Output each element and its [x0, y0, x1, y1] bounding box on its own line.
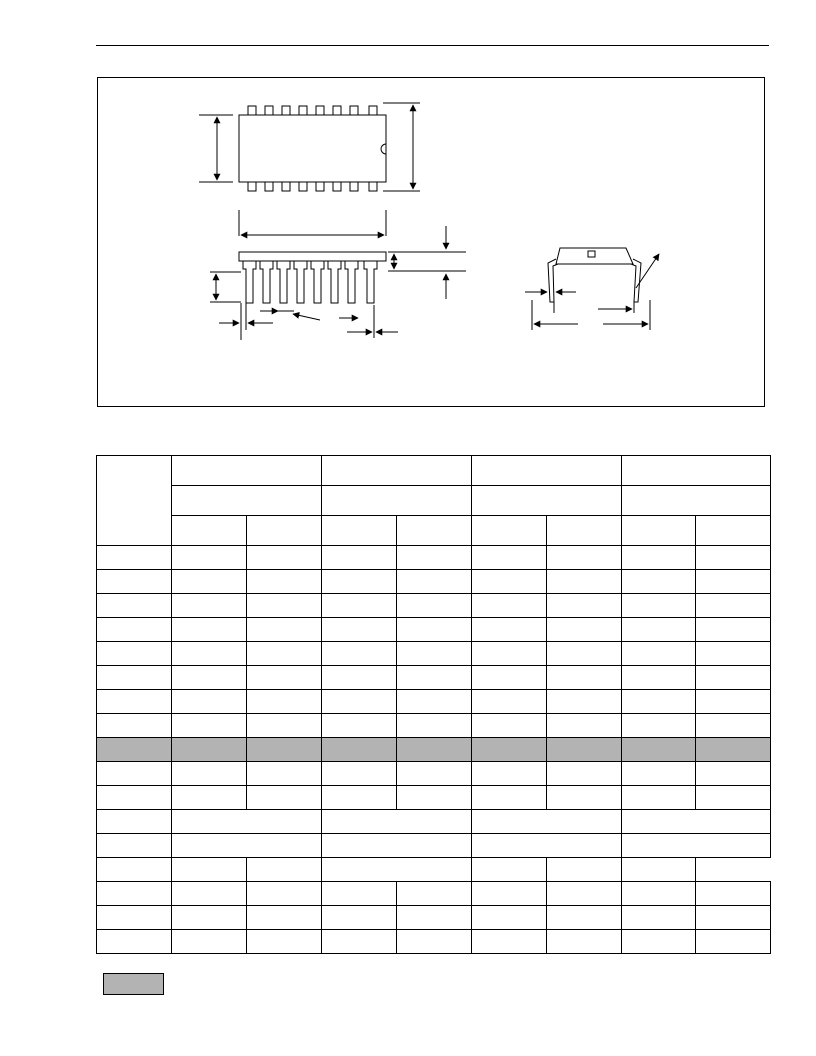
- table-cell: [172, 666, 247, 690]
- table-cell: [397, 930, 472, 954]
- top-view-pins-upper: [248, 106, 377, 115]
- table-cell: [247, 786, 322, 810]
- table-cell: [622, 882, 696, 906]
- group-header: [172, 456, 322, 486]
- table-cell: [397, 570, 472, 594]
- table-cell: [547, 690, 622, 714]
- table-cell: [397, 738, 472, 762]
- table-cell: [397, 714, 472, 738]
- table-row: [97, 618, 771, 642]
- table-cell: [696, 594, 771, 618]
- table-cell: [172, 834, 322, 858]
- table-cell: [622, 618, 696, 642]
- table-row: [97, 738, 771, 762]
- table-cell: [322, 786, 397, 810]
- table-cell: [622, 594, 696, 618]
- table-cell: [247, 666, 322, 690]
- table-cell: [547, 714, 622, 738]
- top-view-body: [239, 115, 386, 182]
- table-cell: [172, 690, 247, 714]
- table-cell: [247, 906, 322, 930]
- group-header: [472, 456, 622, 486]
- table-cell: [247, 690, 322, 714]
- table-cell: [472, 594, 547, 618]
- row-label: [97, 570, 172, 594]
- table-cell: [322, 618, 397, 642]
- table-cell: [472, 882, 547, 906]
- table-cell: [322, 642, 397, 666]
- table-cell: [547, 642, 622, 666]
- table-cell: [696, 762, 771, 786]
- table-cell: [397, 666, 472, 690]
- table-cell: [172, 714, 247, 738]
- column-header: [622, 516, 696, 546]
- table-cell: [397, 786, 472, 810]
- table-cell: [397, 642, 472, 666]
- row-label: [97, 786, 172, 810]
- table-cell: [172, 546, 247, 570]
- table-cell: [397, 690, 472, 714]
- table-row: [97, 930, 771, 954]
- table-cell: [472, 546, 547, 570]
- table-cell: [397, 762, 472, 786]
- subgroup-header: [172, 486, 322, 516]
- table-cell: [472, 858, 547, 882]
- row-label: [97, 618, 172, 642]
- table-cell: [322, 666, 397, 690]
- table-cell: [622, 714, 696, 738]
- table-cell: [397, 594, 472, 618]
- table-cell: [696, 882, 771, 906]
- row-label: [97, 834, 172, 858]
- table-row: [97, 690, 771, 714]
- table-cell: [172, 786, 247, 810]
- table-cell: [547, 666, 622, 690]
- table-row: [97, 546, 771, 570]
- table-row: [97, 810, 771, 834]
- table-cell: [472, 930, 547, 954]
- table-cell: [247, 882, 322, 906]
- row-label: [97, 690, 172, 714]
- table-cell: [322, 834, 472, 858]
- table-cell: [622, 834, 771, 858]
- table-cell: [547, 738, 622, 762]
- table-cell: [472, 834, 622, 858]
- column-header: [472, 516, 547, 546]
- table-cell: [547, 906, 622, 930]
- table-row: [97, 642, 771, 666]
- table-cell: [322, 858, 472, 882]
- table-cell: [696, 546, 771, 570]
- table-cell: [472, 570, 547, 594]
- table-row: [97, 858, 771, 882]
- table-cell: [172, 882, 247, 906]
- table-cell: [322, 714, 397, 738]
- row-label: [97, 642, 172, 666]
- table-row: [97, 882, 771, 906]
- table-cell: [547, 858, 622, 882]
- table-cell: [247, 594, 322, 618]
- table-row: [97, 906, 771, 930]
- table-cell: [472, 810, 622, 834]
- table-cell: [322, 906, 397, 930]
- table-cell: [622, 570, 696, 594]
- table-cell: [172, 618, 247, 642]
- table-cell: [622, 930, 696, 954]
- table-cell: [472, 738, 547, 762]
- table-cell: [397, 546, 472, 570]
- row-label: [97, 930, 172, 954]
- table-cell: [696, 642, 771, 666]
- table-cell: [172, 930, 247, 954]
- table-cell: [172, 594, 247, 618]
- table-cell: [696, 666, 771, 690]
- table-corner-header: [97, 456, 172, 546]
- table-cell: [547, 882, 622, 906]
- table-cell: [172, 570, 247, 594]
- table-cell: [322, 882, 397, 906]
- table-cell: [172, 906, 247, 930]
- row-label: [97, 762, 172, 786]
- table-cell: [622, 666, 696, 690]
- table-cell: [247, 546, 322, 570]
- table-row: [97, 714, 771, 738]
- table-row: [97, 666, 771, 690]
- table-cell: [696, 738, 771, 762]
- table-cell: [622, 762, 696, 786]
- table-cell: [472, 762, 547, 786]
- legend-swatch: [103, 973, 164, 995]
- column-header: [247, 516, 322, 546]
- table-cell: [696, 714, 771, 738]
- table-cell: [696, 618, 771, 642]
- table-cell: [472, 906, 547, 930]
- table-cell: [172, 762, 247, 786]
- column-header: [397, 516, 472, 546]
- table-cell: [696, 906, 771, 930]
- row-label: [97, 810, 172, 834]
- pin1-notch: [381, 144, 386, 154]
- table-cell: [622, 546, 696, 570]
- table-cell: [622, 906, 696, 930]
- table-cell: [247, 762, 322, 786]
- table-cell: [547, 930, 622, 954]
- table-cell: [547, 618, 622, 642]
- table-cell: [696, 930, 771, 954]
- row-label: [97, 546, 172, 570]
- table-row: [97, 594, 771, 618]
- row-label: [97, 906, 172, 930]
- side-view-leads: [243, 261, 377, 303]
- table-cell: [247, 930, 322, 954]
- group-header: [622, 456, 771, 486]
- table-cell: [696, 786, 771, 810]
- table-cell: [172, 642, 247, 666]
- table-cell: [547, 594, 622, 618]
- table-cell: [247, 858, 322, 882]
- table-cell: [247, 714, 322, 738]
- table-cell: [547, 570, 622, 594]
- table-cell: [247, 738, 322, 762]
- table-row: [97, 570, 771, 594]
- table-cell: [172, 738, 247, 762]
- top-view-pins-lower: [248, 182, 377, 191]
- table-cell: [322, 594, 397, 618]
- table-cell: [247, 642, 322, 666]
- column-header: [322, 516, 397, 546]
- table-cell: [322, 546, 397, 570]
- table-cell: [472, 618, 547, 642]
- package-diagram: [98, 78, 766, 408]
- table-cell: [547, 762, 622, 786]
- table-cell: [322, 690, 397, 714]
- table-cell: [696, 570, 771, 594]
- row-label: [97, 882, 172, 906]
- table-cell: [622, 858, 696, 882]
- column-header: [547, 516, 622, 546]
- table-cell: [247, 570, 322, 594]
- table-cell: [696, 690, 771, 714]
- table-cell: [172, 858, 247, 882]
- table-cell: [322, 930, 397, 954]
- table-cell: [322, 738, 397, 762]
- subgroup-header: [322, 486, 472, 516]
- row-label: [97, 666, 172, 690]
- table-cell: [622, 690, 696, 714]
- table-cell: [397, 906, 472, 930]
- row-label: [97, 738, 172, 762]
- table-cell: [247, 618, 322, 642]
- table-cell: [622, 786, 696, 810]
- table-row: [97, 834, 771, 858]
- table-row: [97, 762, 771, 786]
- table-cell: [322, 570, 397, 594]
- table-cell: [547, 546, 622, 570]
- subgroup-header: [622, 486, 771, 516]
- table-body: [97, 546, 771, 954]
- table-cell: [397, 618, 472, 642]
- column-header: [172, 516, 247, 546]
- table-cell: [472, 690, 547, 714]
- table-cell: [622, 738, 696, 762]
- table-cell: [322, 810, 472, 834]
- table-cell: [472, 786, 547, 810]
- table-cell: [472, 642, 547, 666]
- table-cell: [172, 810, 322, 834]
- row-label: [97, 594, 172, 618]
- header-divider: [96, 45, 769, 46]
- dimensions-table: [96, 455, 771, 954]
- subgroup-header: [472, 486, 622, 516]
- row-label: [97, 858, 172, 882]
- table-cell: [472, 714, 547, 738]
- column-header: [696, 516, 771, 546]
- table-row: [97, 786, 771, 810]
- table-cell: [622, 810, 771, 834]
- group-header: [322, 456, 472, 486]
- table-cell: [547, 786, 622, 810]
- table-cell: [622, 642, 696, 666]
- table-cell: [322, 762, 397, 786]
- table-cell: [472, 666, 547, 690]
- row-label: [97, 714, 172, 738]
- side-view-body: [239, 252, 386, 261]
- table-cell: [397, 882, 472, 906]
- package-outline-drawing: [97, 77, 765, 407]
